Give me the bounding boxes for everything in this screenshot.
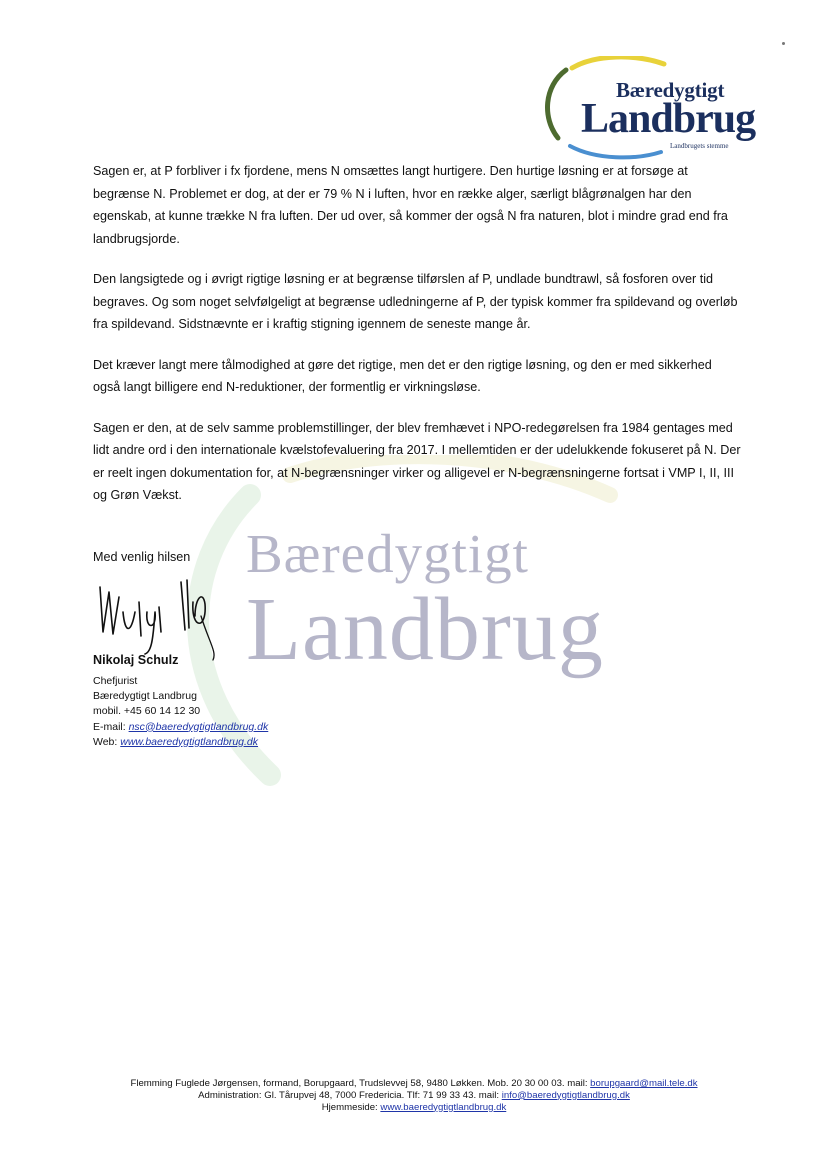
footer-homepage-label: Hjemmeside: (321, 1101, 378, 1113)
watermark-line2: Landbrug (246, 580, 604, 679)
paragraph: Det kræver langt mere tålmodighed at gøre det rigtige, men det er den rigtige løsning, og den er med sikkerhed også langt billigere end N-reduktioner, der formentlig er virkningsløse. (93, 357, 712, 394)
paragraph: Sagen er den, at de selv samme problemstillinger, der blev fremhævet i NPO-redegørelsen fra 1984 gentages med lidt andre ord i den internationale kvælstofevaluering fra 2017. I mellemtiden er der udelukkende fokuseret på N. Der er reelt ingen dokumentation for, at N-begrænsninger virker og alligevel er N-begrænsningerne fortsat i VMP I, II, III og Grøn Vækst. (93, 420, 741, 502)
email-link[interactable]: nsc@baeredygtigtlandbrug.dk (128, 720, 269, 733)
email-row (93, 720, 268, 735)
company-logo (536, 56, 756, 166)
web-label: Web: (93, 735, 118, 748)
web-row (93, 735, 268, 750)
signer-title: Chefjurist (93, 675, 138, 687)
signer-details (93, 674, 268, 750)
footer-line-2 (60, 1090, 768, 1102)
footer-homepage-link[interactable]: www.baeredygtigtlandbrug.dk (380, 1101, 507, 1113)
handwritten-signature (95, 572, 245, 662)
paragraph: Den langsigtede og i øvrigt rigtige løsning er at begrænse tilførslen af P, undlade bundtrawl, så fosforen over tid begraves. Og som noget selvfølgeligt at begrænse udledningerne af P, der typisk kommer fra spildevand og overløb fra spildevand. Sidstnævnte er i kraftig stigning igennem de seneste mange år. (93, 272, 738, 331)
signer-org: Bæredygtigt Landbrug (93, 690, 197, 703)
paragraph: Sagen er, at P forbliver i fx fjordene, mens N omsættes langt hurtigere. Den hurtige løsning er at forsøge at begrænse N. Problemet er dog, at der er 79 % N i luften, hvor en række alger, særligt blågrønalgen har den egenskab, at kunne trække N fra luften. Der ud over, så kommer der også N fra naturen, blot i mindre grad end fra landbrugsjorde. (93, 164, 728, 246)
watermark-line1: Bæredygtigt (246, 523, 529, 584)
footer-admin-email[interactable]: info@baeredygtigtlandbrug.dk (501, 1089, 630, 1101)
footer-chairman-email[interactable]: borupgaard@mail.tele.dk (590, 1078, 698, 1089)
signature-block (93, 550, 190, 564)
signer-mobile: mobil. +45 60 14 12 30 (93, 705, 201, 718)
footer-line-3 (60, 1102, 768, 1114)
letter-body (93, 160, 741, 525)
logo-tagline: Landbrugets stemme (670, 142, 729, 150)
email-label: E-mail: (93, 720, 126, 733)
signer-name: Nikolaj Schulz (93, 653, 179, 667)
logo-line1: Bæredygtigt (616, 78, 725, 102)
web-link[interactable]: www.baeredygtigtlandbrug.dk (120, 735, 259, 748)
scan-speck (782, 42, 785, 45)
footer-administration: Administration: Gl. Tårupvej 48, 7000 Fredericia. Tlf: 71 99 33 43. mail: (198, 1089, 500, 1101)
footer-chairman: Flemming Fuglede Jørgensen, formand, Borupgaard, Trudslevvej 58, 9480 Løkken. Mob. 20 30 00 03. mail: (130, 1078, 588, 1089)
footer-line-1 (60, 1078, 768, 1090)
logo-line2: Landbrug (581, 96, 756, 142)
letter-footer (60, 1078, 768, 1113)
greeting: Med venlig hilsen (93, 550, 191, 564)
